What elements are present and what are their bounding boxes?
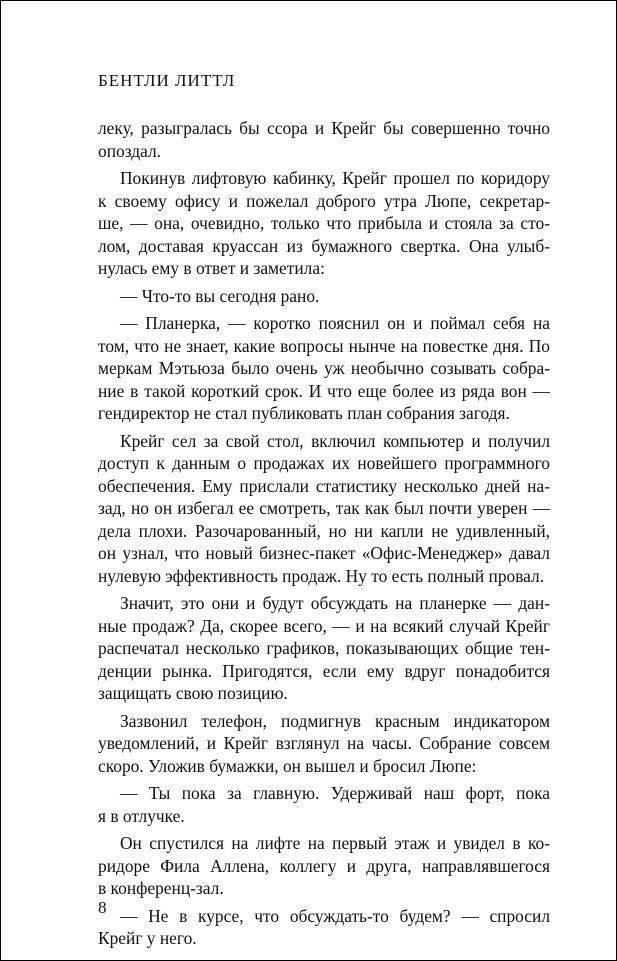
text-line: леку, разыгралась бы ссора и Крейг бы совершенно точно <box>98 118 550 138</box>
text-line: Он спустился на лифте на первый этаж и увидел в ко- <box>120 833 550 853</box>
text-line: уведомлений, и Крейг взглянул на часы. Собрание совсем <box>98 733 550 753</box>
running-head: БЕНТЛИ ЛИТТЛ <box>98 71 236 90</box>
text-line: меркам Мэтьюза было очень уж необычно созывать собра- <box>98 358 550 378</box>
body-text <box>98 117 550 955</box>
text-line: — Не в курсе, что обсуждать-то будем? — спросил <box>120 905 550 926</box>
paragraph <box>98 592 550 705</box>
paragraph <box>98 430 550 588</box>
text-line: лом, доставая круассан из бумажного свертка. Она улыб- <box>98 235 550 256</box>
text-line: ные продаж? Да, скорее всего, — и на всякий случай Крейг <box>98 615 550 636</box>
text-line: денции рынка. Пригодятся, если ему вдруг понадобится <box>98 660 550 681</box>
text-line: Покинув лифтовую кабинку, Крейг прошел по коридору <box>120 168 550 188</box>
text-line: скоро. Уложив бумажки, он вышел и бросил Люпе: <box>98 755 477 776</box>
text-line: Значит, это они и будут обсуждать на планерке — дан- <box>120 593 550 613</box>
text-line: доступ к данным о продажах их новейшего программного <box>98 453 550 473</box>
text-line: — Планерка, — коротко пояснил он и поймал себя на <box>120 313 550 333</box>
text-line: в конференц-зал. <box>98 878 224 898</box>
text-line: нулевую эффективность продаж. Ну то есть полный провал. <box>98 565 545 586</box>
paragraph <box>98 710 550 778</box>
paragraph <box>98 285 550 308</box>
text-line: — Ты пока за главную. Удерживай наш форт, пока <box>120 783 550 803</box>
text-line: я в отлучке. <box>98 805 185 826</box>
text-line: Крейг у него. <box>98 928 197 948</box>
text-line: гендиректор не стал публиковать план собрания загодя. <box>98 403 510 423</box>
text-line: распечатал несколько графиков, показывающих общие тен- <box>98 638 550 658</box>
text-line: дела плохи. Разочарованный, но ни капли не удивленный, <box>98 520 550 541</box>
text-line: опоздал. <box>98 140 161 161</box>
text-line: нулась ему в ответ и заметила: <box>98 258 325 278</box>
text-line: защищать свою позицию. <box>98 683 288 703</box>
text-line: Зазвонил телефон, подмигнув красным индикатором <box>120 710 550 731</box>
text-line: обеспечения. Ему прислали статистику несколько дней на- <box>98 475 550 496</box>
text-line: он узнал, что новый бизнес-пакет «Офис-Менеджер» давал <box>98 543 550 563</box>
text-line: ние в такой короткий срок. И что еще более из ряда вон — <box>98 380 550 401</box>
paragraph <box>98 832 550 900</box>
text-line: том, что не знает, какие вопросы нынче на повестке дня. По <box>98 335 550 356</box>
paragraph <box>98 117 550 162</box>
text-line: — Что-то вы сегодня рано. <box>120 285 320 306</box>
text-line: зад, но он избегал ее смотреть, так как был почти уверен — <box>98 498 550 518</box>
text-line: к своему офису и пожелал доброго утра Люпе, секретар- <box>98 190 550 211</box>
text-line: ридоре Фила Аллена, коллегу и друга, направлявшегося <box>98 855 550 876</box>
text-line: ше, — она, очевидно, только что прибыла и стояла за сто- <box>98 213 550 233</box>
page-number: 8 <box>98 898 107 917</box>
paragraph <box>98 167 550 280</box>
paragraph <box>98 905 550 950</box>
text-line: Крейг сел за свой стол, включил компьютер и получил <box>120 430 550 451</box>
paragraph <box>98 782 550 827</box>
paragraph <box>98 312 550 425</box>
